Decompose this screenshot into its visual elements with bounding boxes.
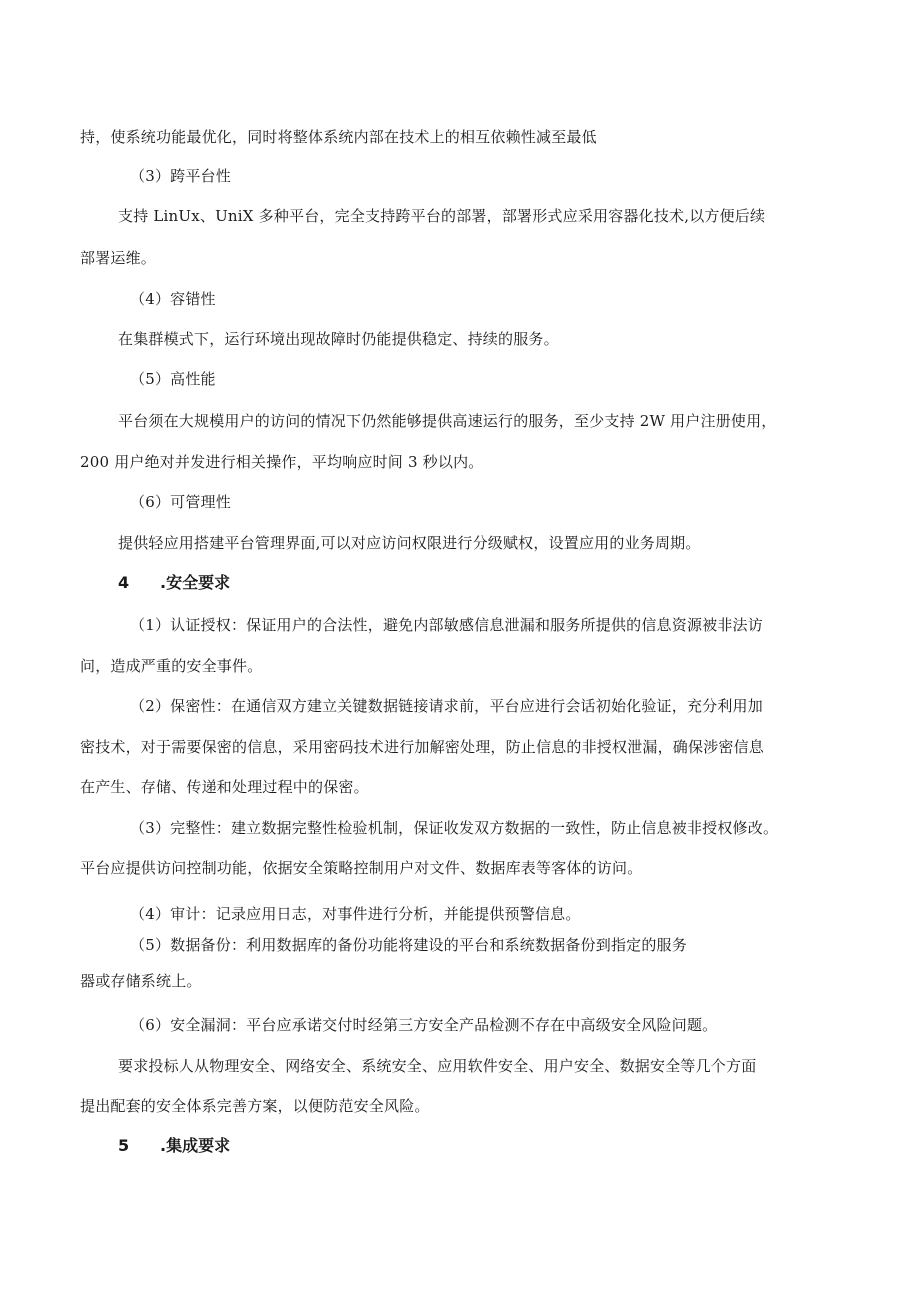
paragraph-line: （5）数据备份：利用数据库的备份功能将建设的平台和系统数据备份到指定的服务 [130,936,687,954]
section-number: 5 [118,1136,130,1155]
section-heading-integration [118,1135,230,1157]
paragraph-line: （2）保密性：在通信双方建立关键数据链接请求前，平台应进行会话初始化验证，充分利用加 [130,697,763,715]
subheading-manageability: （6）可管理性 [130,493,231,511]
paragraph-line: 问，造成严重的安全事件。 [80,657,263,675]
paragraph-line: 平台须在大规模用户的访问的情况下仍然能够提供高速运行的服务，至少支持 2W 用户注册使用， [118,412,777,430]
paragraph-line: 提出配套的安全体系完善方案，以便防范安全风险。 [80,1097,430,1115]
paragraph-line: 在产生、存储、传递和处理过程中的保密。 [80,778,369,796]
paragraph-line: 要求投标人从物理安全、网络安全、系统安全、应用软件安全、用户安全、数据安全等几个方面 [118,1057,757,1075]
subheading-fault-tolerance: （4）容错性 [130,290,216,308]
paragraph-line: 平台应提供访问控制功能，依据安全策略控制用户对文件、数据库表等客体的访问。 [80,859,643,877]
paragraph-line: 持，使系统功能最优化，同时将整体系统内部在技术上的相互依赖性减至最低 [80,128,597,146]
paragraph-line: 部署运维。 [80,249,157,267]
paragraph-line: 200 用户绝对并发进行相关操作，平均响应时间 3 秒以内。 [80,453,484,471]
section-title: .集成要求 [160,1136,231,1155]
paragraph-line: 器或存储系统上。 [80,972,202,990]
paragraph-line: 支持 LinUx、UniX 多种平台，完全支持跨平台的部署，部署形式应采用容器化技术,以方便后续 [118,207,766,225]
section-number: 4 [118,573,130,592]
section-title: .安全要求 [160,573,231,592]
paragraph-line: 密技术，对于需要保密的信息，采用密码技术进行加解密处理，防止信息的非授权泄漏，确保涉密信息 [80,738,765,756]
subheading-cross-platform: （3）跨平台性 [130,167,231,185]
subheading-high-performance: （5）高性能 [130,370,216,388]
section-heading-security [118,572,230,594]
paragraph-line: （6）安全漏洞：平台应承诺交付时经第三方安全产品检测不存在中高级安全风险问题。 [130,1016,718,1034]
paragraph-line: 提供轻应用搭建平台管理界面,可以对应访问权限进行分级赋权，设置应用的业务周期。 [118,534,701,552]
paragraph-line: （1）认证授权：保证用户的合法性，避免内部敏感信息泄漏和服务所提供的信息资源被非法访 [130,616,763,634]
paragraph-line: （3）完整性：建立数据完整性检验机制，保证收发双方数据的一致性，防止信息被非授权修改。 [130,819,779,837]
paragraph-line: （4）审计：记录应用日志，对事件进行分析，并能提供预警信息。 [130,905,581,923]
paragraph-line: 在集群模式下，运行环境出现故障时仍能提供稳定、持续的服务。 [118,330,559,348]
